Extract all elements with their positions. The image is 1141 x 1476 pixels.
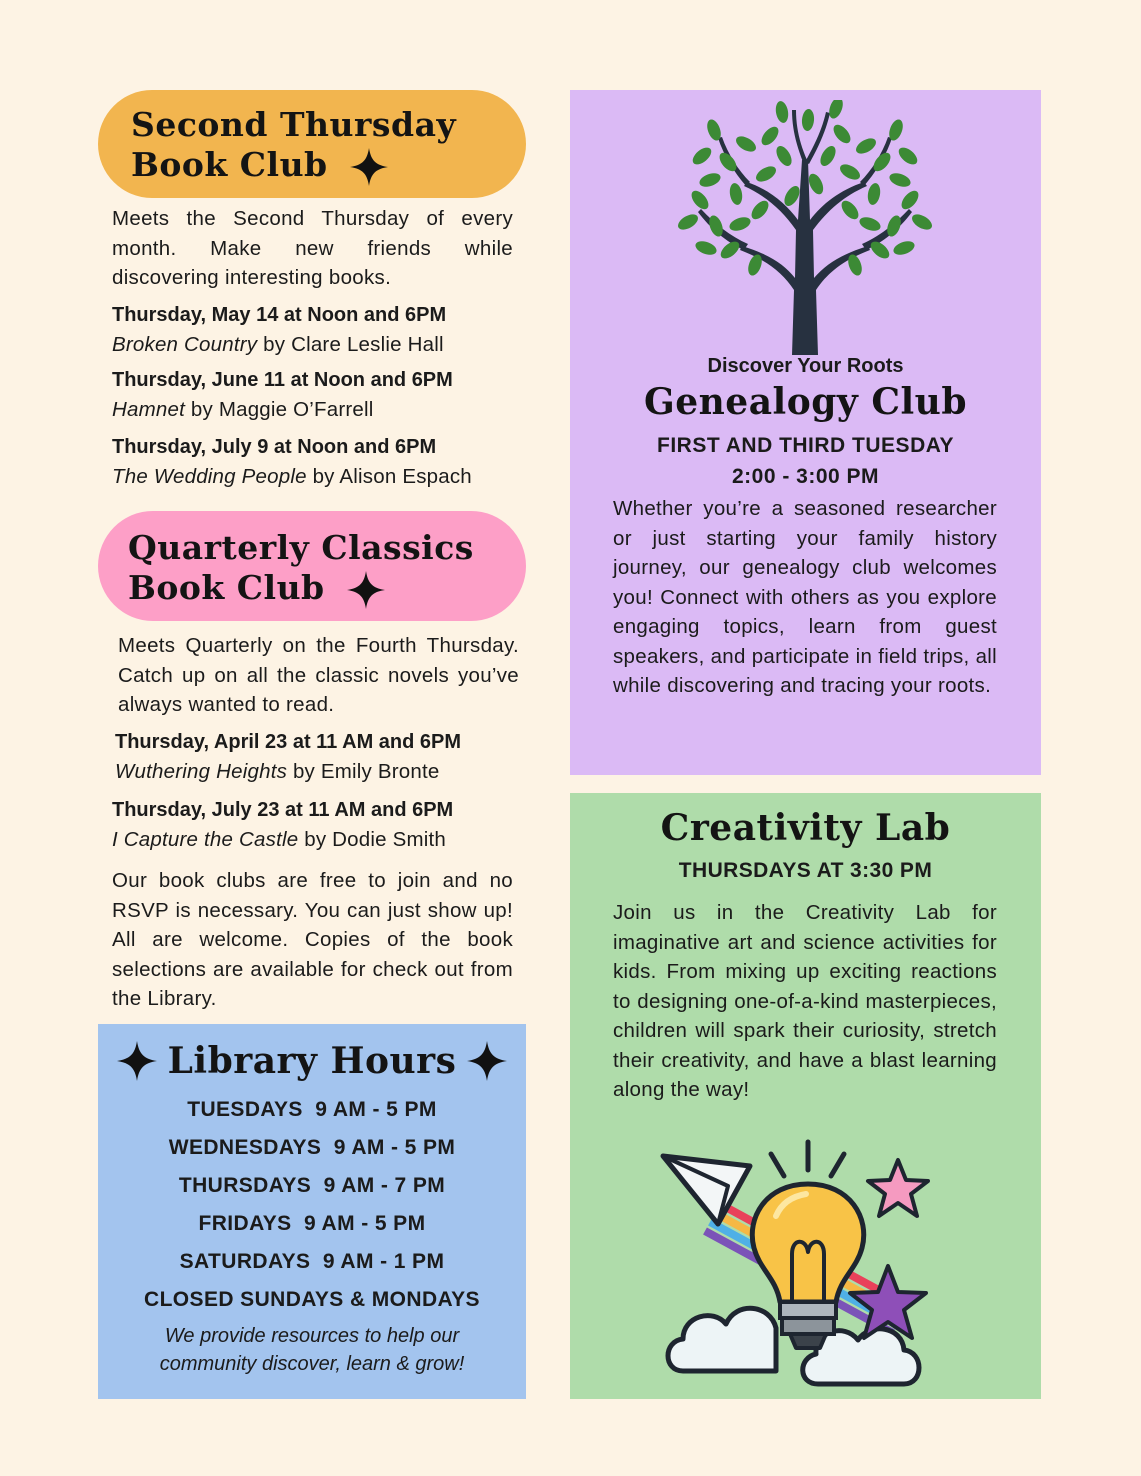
quarterly-events <box>112 728 532 854</box>
event-item <box>112 301 532 359</box>
creativity-panel <box>570 793 1041 1399</box>
event-item <box>112 433 532 491</box>
second-thursday-events <box>112 301 532 491</box>
book-club-note: Our book clubs are free to join and no RSVP is necessary. You can just show up! All are welcome. Copies of the book selections are available for check out from the Library. <box>112 869 513 1010</box>
second-thursday-header <box>98 90 526 198</box>
genealogy-description: Whether you’re a seasoned researcher or just starting your family history journey, our genealogy club welcomes you! Connect with others as you explore engaging topics, learn from guest speakers, and participate in field trips, all while discovering and tracing your roots. <box>613 497 997 697</box>
library-tagline <box>98 1322 526 1378</box>
book-author: by Maggie O’Farrell <box>184 398 374 421</box>
book-title: Hamnet <box>112 398 185 421</box>
quarterly-title <box>128 528 474 609</box>
hours-row: FRIDAYS 9 AM - 5 PM <box>198 1212 426 1235</box>
event-book <box>112 395 532 424</box>
quarterly-description: Meets Quarterly on the Fourth Thursday. Catch up on all the classic novels you’ve always wanted to read. <box>118 634 519 716</box>
book-title: Broken Country <box>112 333 258 356</box>
sparkle-star-icon <box>467 1041 507 1081</box>
sparkle-star-icon <box>117 1041 157 1081</box>
tagline-line1: We provide resources to help our <box>164 1325 460 1347</box>
sparkle-star-icon <box>350 148 388 186</box>
lightbulb-rocket-illustration <box>658 1136 953 1391</box>
genealogy-title: Genealogy Club <box>643 381 968 423</box>
quarterly-title-line2: Book Club <box>128 568 325 607</box>
event-item <box>112 728 532 786</box>
book-author: by Alison Espach <box>306 465 472 488</box>
second-thursday-title-line2: Book Club <box>131 145 328 184</box>
hours-row: WEDNESDAYS 9 AM - 5 PM <box>168 1136 456 1159</box>
second-thursday-title-line1: Second Thursday <box>131 105 457 144</box>
event-book <box>112 462 532 491</box>
genealogy-kicker: Discover Your Roots <box>707 355 904 377</box>
second-thursday-description: Meets the Second Thursday of every month. Make new friends while discovering interesting books. <box>112 207 513 289</box>
hours-row: TUESDAYS 9 AM - 5 PM <box>187 1098 437 1121</box>
event-item <box>112 366 532 424</box>
library-hours-title: Library Hours <box>167 1040 457 1082</box>
event-date: Thursday, July 23 at 11 AM and 6PM <box>112 799 454 821</box>
hours-row: CLOSED SUNDAYS & MONDAYS <box>144 1288 480 1311</box>
library-hours-heading <box>98 1040 526 1090</box>
genealogy-schedule-time: 2:00 - 3:00 PM <box>731 465 880 488</box>
sparkle-star-icon <box>347 571 385 609</box>
tagline-line2: community discover, learn & grow! <box>159 1353 465 1375</box>
genealogy-panel <box>570 90 1041 775</box>
hours-row: THURSDAYS 9 AM - 7 PM <box>178 1174 446 1197</box>
creativity-description: Join us in the Creativity Lab for imaginative art and science activities for kids. From mixing up exciting reactions to designing one-of-a-kind masterpieces, children will spark their curiosity, stretch their creativity, and have a blast learning along the way! <box>613 901 997 1101</box>
event-date: Thursday, July 9 at Noon and 6PM <box>112 436 437 458</box>
genealogy-schedule <box>570 430 1041 492</box>
creativity-schedule: THURSDAYS AT 3:30 PM <box>678 859 933 882</box>
hours-row: SATURDAYS 9 AM - 1 PM <box>179 1250 445 1273</box>
second-thursday-title <box>131 105 456 186</box>
genealogy-schedule-days: FIRST AND THIRD TUESDAY <box>657 434 954 457</box>
event-book <box>115 757 532 786</box>
event-date: Thursday, May 14 at Noon and 6PM <box>112 304 447 326</box>
book-author: by Dodie Smith <box>298 828 447 851</box>
quarterly-header <box>98 511 526 621</box>
hours-list <box>98 1091 526 1319</box>
book-title: Wuthering Heights <box>115 760 288 783</box>
library-hours-panel <box>98 1024 526 1399</box>
event-item <box>112 796 532 854</box>
event-book <box>112 825 532 854</box>
book-author: by Clare Leslie Hall <box>257 333 444 356</box>
book-title: The Wedding People <box>112 465 307 488</box>
book-title: I Capture the Castle <box>112 828 299 851</box>
event-date: Thursday, June 11 at Noon and 6PM <box>112 369 453 391</box>
book-author: by Emily Bronte <box>287 760 440 783</box>
event-book <box>112 330 532 359</box>
event-date: Thursday, April 23 at 11 AM and 6PM <box>115 731 462 753</box>
creativity-title: Creativity Lab <box>660 807 951 849</box>
tree-icon <box>670 100 940 355</box>
quarterly-title-line1: Quarterly Classics <box>128 528 474 567</box>
